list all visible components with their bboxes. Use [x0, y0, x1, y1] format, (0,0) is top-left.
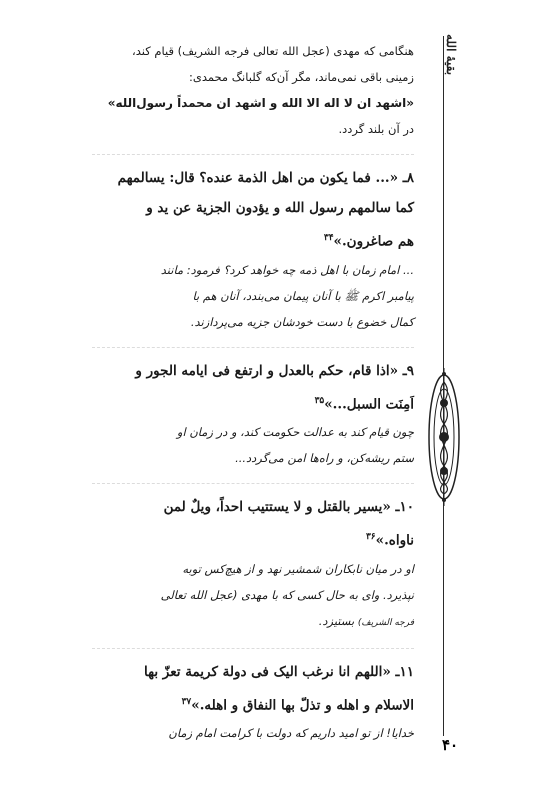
translation-line: خدایا! از تو امید داریم که دولت با کرامت امام زمان: [168, 726, 414, 740]
translation-line: [92, 608, 414, 636]
text-line: در آن بلند گردد.: [338, 122, 414, 136]
translation-line: کمال خضوع با دست خودشان جزیه می‌پردازند.: [190, 314, 414, 329]
page-number: ۴۰: [441, 736, 459, 754]
hadith-text: اَمِنَت السبل...»: [324, 396, 414, 412]
ornament-icon: [426, 368, 462, 506]
hadith-line: [92, 386, 414, 420]
translation-line: ستم ریشه‌کن، و راه‌ها امن می‌گردد...: [235, 451, 414, 465]
translation-text: بستیزد.: [318, 613, 355, 628]
separator: [92, 636, 414, 649]
separator: [92, 142, 414, 155]
hadith-line: [92, 223, 414, 257]
separator: [92, 471, 414, 484]
running-head: بقیۀ الله: [444, 34, 458, 76]
translation-line: پیامبر اکرم ﷺ با آنان پیمان می‌بندد، آنان هم با: [192, 288, 414, 303]
hadith-line: ۱۱ـ «اللهم انا نرغب الیک فی دولة کریمة تعزّ بها: [144, 663, 414, 680]
footnote-ref: ۳۴: [323, 233, 334, 243]
hadith-text: ناواه.»: [375, 532, 414, 549]
text-line: «اشهد ان لا اله الا الله و اشهد ان محمداً رسول‌الله»: [107, 96, 414, 110]
hadith-line: [92, 687, 414, 721]
translation-line: چون قیام کند به عدالت حکومت کند، و در زمان او: [176, 425, 414, 439]
separator: [92, 335, 414, 348]
hadith-line: کما سالمهم رسول الله و یؤدون الجزیة عن ید و: [146, 200, 414, 216]
footnote-ref: ۳۵: [314, 395, 325, 406]
hadith-text: هم صاغرون.»: [333, 233, 414, 250]
hadith-line: ۸ـ «... فما یکون من اهل الذمة عنده؟ قال: یسالمهم: [117, 170, 414, 186]
hadith-line: [92, 522, 414, 556]
page-body: [92, 38, 414, 746]
translation-line: ... امام زمان با اهل ذمه چه خواهد کرد؟ فرمود: مانند: [160, 262, 414, 277]
hadith-text: الاسلام و اهله و تذلّ بها النفاق و اهله.»: [191, 697, 414, 713]
translation-line: نپذیرد. وای به حال کسی که با مهدی (عجل الله تعالی: [160, 587, 414, 602]
footnote-ref: ۳۷: [181, 696, 192, 707]
text-line: هنگامی که مهدی (عجل الله تعالی فرجه الشریف) قیام کند،: [132, 44, 414, 58]
honorific: فرجه الشریف): [357, 617, 414, 628]
hadith-line: ۹ـ «اذا قام، حکم بالعدل و ارتفع فی ایامه الجور و: [135, 362, 414, 379]
footnote-ref: ۳۶: [365, 532, 376, 542]
hadith-line: ۱۰ـ «یسیر بالقتل و لا یستتیب احداً، ویلٌ لمن: [163, 499, 414, 515]
text-line: زمینی باقی نمی‌ماند، مگر آن‌که گلبانگ محمدی:: [188, 70, 414, 84]
translation-line: او در میان نابکاران شمشیر نهد و از هیچ‌کس توبه: [182, 561, 414, 576]
